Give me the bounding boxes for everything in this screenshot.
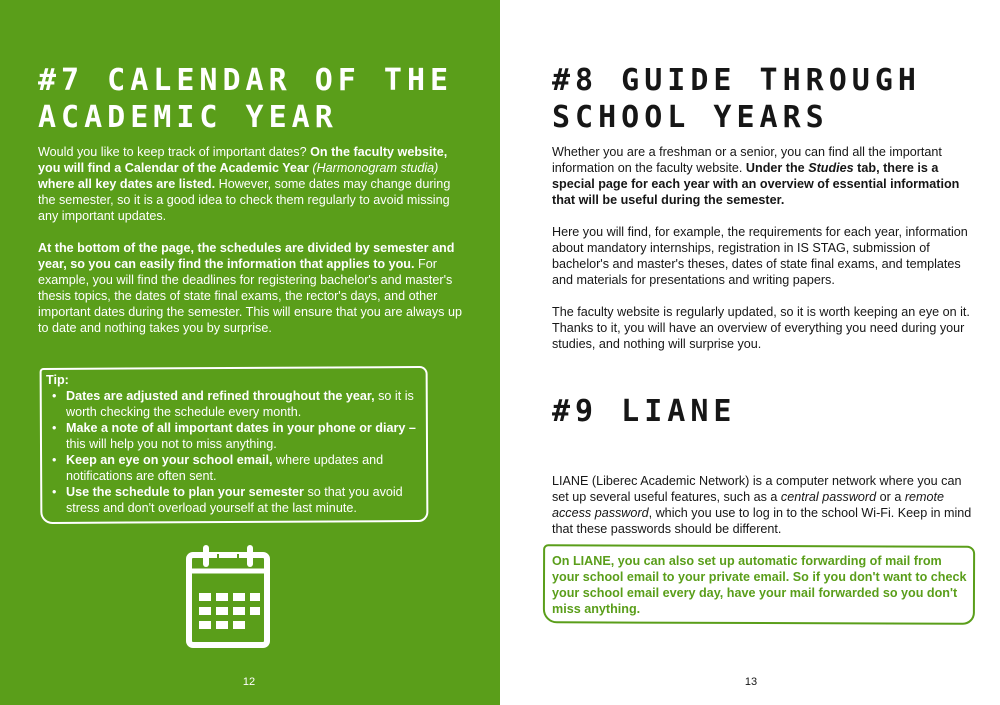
harmonogram-italic: (Harmonogram studia) xyxy=(312,161,439,175)
liane-text-3: , which you use to log in to the school Wi-Fi. Keep in mind that these passwords should be different. xyxy=(552,506,972,536)
studies-tab-italic: Studies xyxy=(808,161,854,175)
schedules-paragraph xyxy=(38,240,463,336)
studies-tab-bold-1: Under the xyxy=(745,161,809,175)
section-8-heading: #8 GUIDE THROUGH SCHOOL YEARS xyxy=(552,63,921,135)
intro-text: Would you like to keep track of important dates? xyxy=(38,145,311,159)
studies-tab-bold-2: tab, there is a special page for each year with an overview of essential information that will be useful during the semester. xyxy=(552,161,960,207)
tip-item-bold: Make a note of all important dates in your phone or diary – xyxy=(66,421,416,435)
dates-change-text: However, some dates may change during the semester, so it is a good idea to check them regularly to avoid missing any important updates. xyxy=(38,177,451,223)
tip-item xyxy=(46,452,426,484)
tip-item-text: so it is worth checking the schedule every month. xyxy=(66,389,414,419)
requirements-paragraph: Here you will find, for example, the requirements for each year, information about mandatory internships, registration in IS STAG, submission of bachelor's and master's theses, dates of state final exams, and templates and materials for presentations and writing papers. xyxy=(552,225,968,287)
section-9-body xyxy=(552,473,972,537)
website-calendar-bold: On the faculty website, you will find a Calendar of the Academic Year xyxy=(38,145,448,175)
tip-item-bold: Use the schedule to plan your semester xyxy=(66,485,304,499)
tip-item xyxy=(46,388,426,420)
tip-item-text: so that you avoid stress and don't overload yourself at the last minute. xyxy=(66,485,403,515)
tip-item-bold: Keep an eye on your school email, xyxy=(66,453,273,467)
tip-item-text: this will help you not to miss anything. xyxy=(66,437,277,451)
key-dates-bold: where all key dates are listed. xyxy=(38,177,216,191)
website-updated-paragraph: The faculty website is regularly updated, so it is worth keeping an eye on it. Thanks to it, you will have an overview of everything you need during your studies, and nothing will surprise you. xyxy=(552,305,970,351)
calendar-icon xyxy=(186,543,270,648)
remote-access-password-italic: remote access password xyxy=(552,490,945,520)
page-number-right: 13 xyxy=(744,676,758,688)
section-9-heading: #9 LIANE xyxy=(552,394,737,429)
tip-item xyxy=(46,420,426,452)
schedules-text: For example, you will find the deadlines for registering bachelor's and master's thesis topics, the dates of state final exams, the rector's days, and other important dates during the semester. This will ensure that you are always up to date and nothing takes you by surprise. xyxy=(38,257,462,335)
central-password-italic: central password xyxy=(780,490,877,504)
section-8-body xyxy=(552,144,972,352)
tip-box xyxy=(46,372,426,516)
tip-item-bold: Dates are adjusted and refined throughout the year, xyxy=(66,389,375,403)
tip-label: Tip: xyxy=(46,373,69,387)
tip-list xyxy=(46,388,426,516)
guide-intro-text: Whether you are a freshman or a senior, you can find all the important information on the faculty website. xyxy=(552,145,942,175)
liane-paragraph xyxy=(552,473,972,537)
schedules-bold: At the bottom of the page, the schedules are divided by semester and year, so you can easily find the information that applies to you. xyxy=(38,241,455,271)
tip-item xyxy=(46,484,426,516)
section-7-heading: #7 CALENDAR OF THE ACADEMIC YEAR xyxy=(38,63,454,135)
liane-text-1: LIANE (Liberec Academic Network) is a computer network where you can set up several useful features, such as a xyxy=(552,474,962,504)
section-7-body xyxy=(38,144,463,336)
tip-item-text: where updates and notifications are often sent. xyxy=(66,453,384,483)
mail-forwarding-highlight: On LIANE, you can also set up automatic forwarding of mail from your school email to your private email. So if you don't want to check your school email every day, have your mail forwarded so you don't miss anything. xyxy=(552,554,967,616)
liane-text-2: or a xyxy=(876,490,905,504)
guide-intro-paragraph xyxy=(552,144,972,208)
page-number-left: 12 xyxy=(242,676,256,688)
calendar-intro-paragraph xyxy=(38,144,463,224)
